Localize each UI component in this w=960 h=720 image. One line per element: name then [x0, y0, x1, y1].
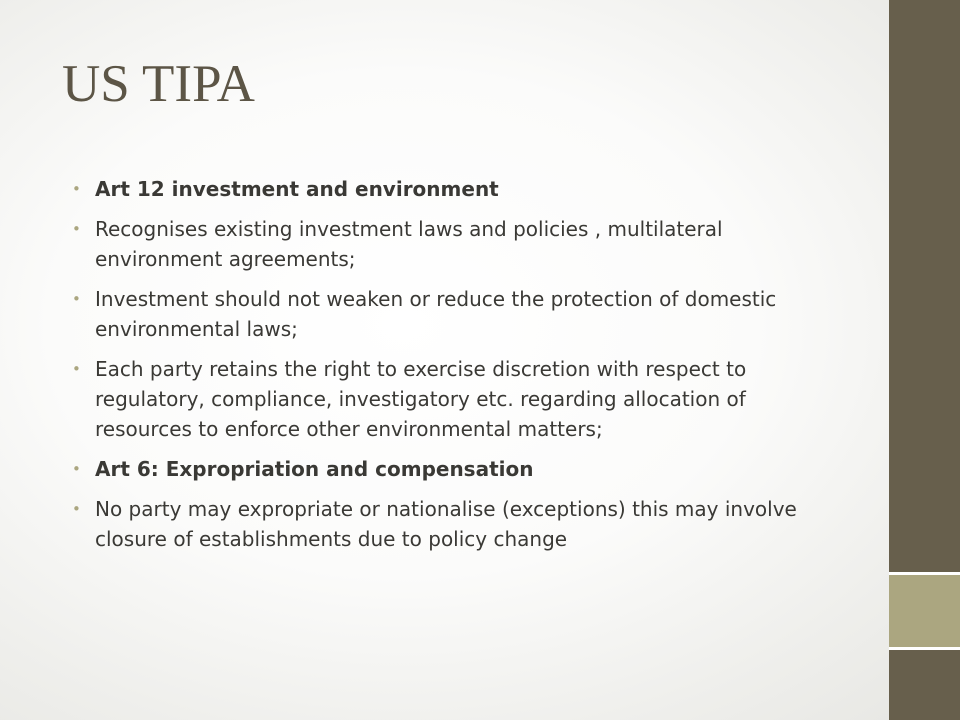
- side-bar-divider-bottom: [889, 647, 960, 650]
- bullet-dot-icon: •: [72, 460, 81, 478]
- bullet-item: [70, 284, 815, 344]
- bullet-item: [70, 354, 815, 444]
- slide-title: US TIPA: [62, 55, 255, 113]
- bullet-item: [70, 214, 815, 274]
- bullet-text: Art 6: Expropriation and compensation: [95, 457, 534, 481]
- bullet-dot-icon: •: [72, 180, 81, 198]
- side-decoration-bar: [889, 0, 960, 720]
- bullet-text: No party may expropriate or nationalise (exceptions) this may involve closure of establishments due to policy change: [95, 497, 797, 551]
- bullet-text: Recognises existing investment laws and policies , multilateral environment agreements;: [95, 217, 723, 271]
- bullet-text: Investment should not weaken or reduce the protection of domestic environmental laws;: [95, 287, 777, 341]
- bullet-text: Art 12 investment and environment: [95, 177, 499, 201]
- bullet-dot-icon: •: [72, 360, 81, 378]
- bullet-dot-icon: •: [72, 500, 81, 518]
- bullet-item: [70, 494, 815, 554]
- bullet-item: [70, 174, 815, 204]
- side-bar-accent-block: [889, 575, 960, 647]
- bullet-text: Each party retains the right to exercise discretion with respect to regulatory, compliance, investigatory etc. regarding allocation of resources to enforce other environmental matters;: [95, 357, 747, 441]
- bullet-dot-icon: •: [72, 290, 81, 308]
- bullet-item: [70, 454, 815, 484]
- bullet-dot-icon: •: [72, 220, 81, 238]
- bullet-list: [70, 174, 815, 564]
